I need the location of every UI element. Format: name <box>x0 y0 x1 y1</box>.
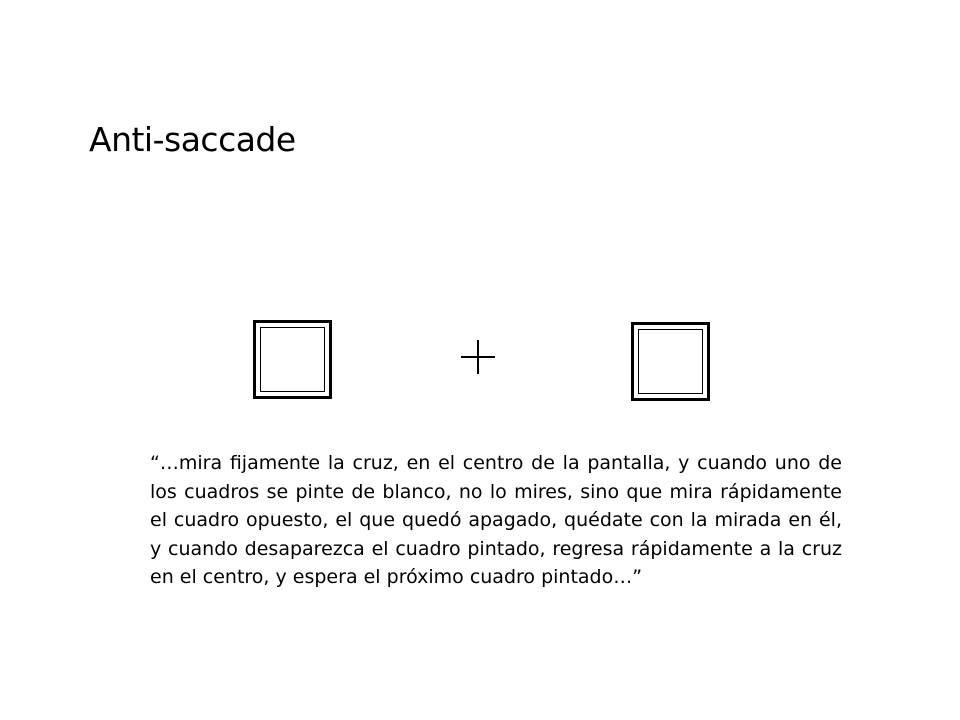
left-square-inner-frame <box>260 327 325 392</box>
cross-vertical-bar <box>477 340 479 374</box>
right-target-square-icon <box>631 322 710 401</box>
fixation-cross-icon <box>461 340 495 374</box>
left-target-square-icon <box>253 320 332 399</box>
slide-title: Anti-saccade <box>89 120 296 159</box>
instructions-text: “…mira fijamente la cruz, en el centro de la pantalla, y cuando uno de los cuadros se pinte de blanco, no lo mires, sino que mira rápidamente el cuadro opuesto, el que quedó apagado, quédate con la mirada en él, y cuando desaparezca el cuadro pintado, regresa rápidamente a la cruz en el centro, y espera el próximo cuadro pintado…” <box>150 452 842 589</box>
right-square-inner-frame <box>638 329 703 394</box>
